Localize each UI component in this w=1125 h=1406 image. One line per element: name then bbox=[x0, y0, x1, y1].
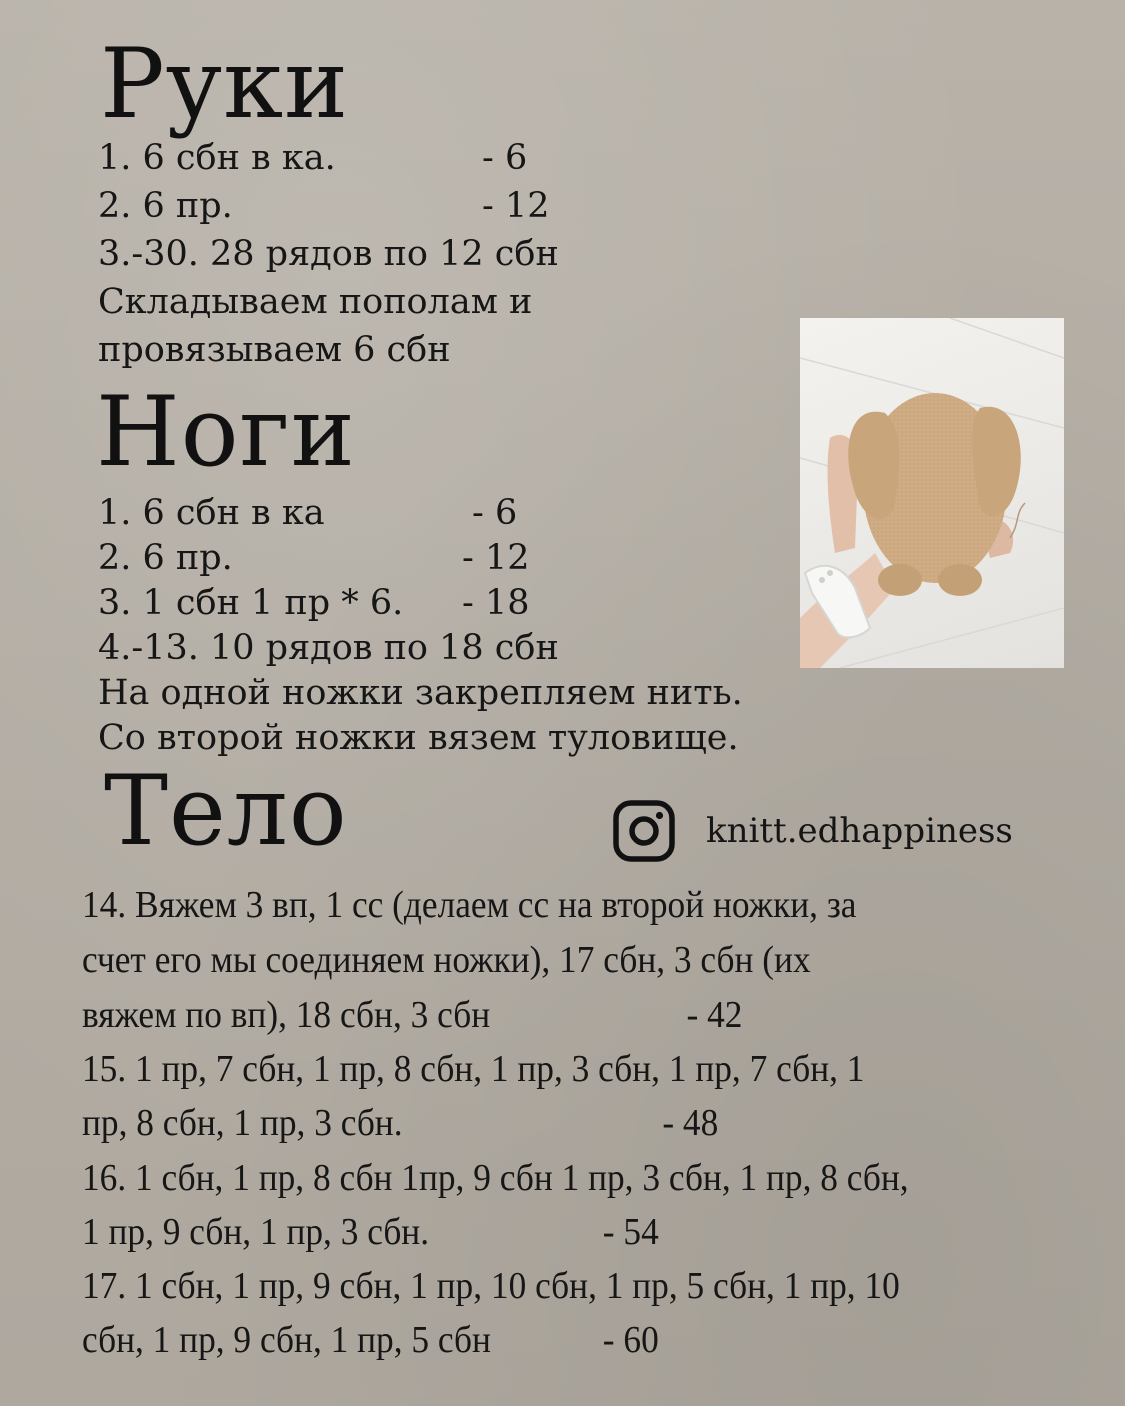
body-line-9-text: сбн, 1 пр, 9 сбн, 1 пр, 5 сбн bbox=[82, 1319, 491, 1361]
arms-row-2-step: 2. 6 пр. bbox=[98, 186, 233, 226]
legs-row-3-count: - 18 bbox=[462, 583, 530, 623]
instagram-icon bbox=[612, 799, 676, 863]
arms-line-5: провязываем 6 сбн bbox=[98, 330, 451, 370]
body-line-3 bbox=[82, 996, 789, 1034]
body-line-6 bbox=[82, 1159, 909, 1197]
arms-line-4: Складываем пополам и bbox=[98, 282, 533, 322]
legs-row-1-count: - 6 bbox=[472, 493, 518, 533]
body-line-5 bbox=[82, 1104, 789, 1142]
body-line-4-text: 15. 1 пр, 7 сбн, 1 пр, 8 сбн, 1 пр, 3 сбн, 1 пр, 7 сбн, 1 bbox=[82, 1048, 865, 1090]
body-line-7-text: 1 пр, 9 сбн, 1 пр, 3 сбн. bbox=[82, 1211, 430, 1253]
body-line-9 bbox=[82, 1321, 789, 1359]
body-line-2-text: счет его мы соединяем ножки), 17 сбн, 3 сбн (их bbox=[82, 939, 811, 981]
body-line-9-count: - 60 bbox=[602, 1319, 659, 1361]
body-heading: Тело bbox=[104, 755, 348, 867]
body-line-3-text: вяжем по вп), 18 сбн, 3 сбн bbox=[82, 994, 491, 1036]
legs-row-2-count: - 12 bbox=[462, 538, 530, 578]
legs-row-2-step: 2. 6 пр. bbox=[98, 538, 233, 578]
legs-row-1-step: 1. 6 сбн в ка bbox=[98, 493, 325, 533]
legs-line-6: Со второй ножки вязем туловище. bbox=[98, 718, 739, 758]
instagram-handle-block[interactable] bbox=[612, 799, 1013, 863]
legs-line-5: На одной ножки закрепляем нить. bbox=[98, 673, 743, 713]
legs-line-4: 4.-13. 10 рядов по 18 сбн bbox=[98, 628, 559, 668]
body-line-7-count: - 54 bbox=[602, 1211, 659, 1253]
arms-line-3: 3.-30. 28 рядов по 12 сбн bbox=[98, 234, 559, 274]
arms-heading: Руки bbox=[100, 28, 350, 140]
instagram-handle: knitt.edhappiness bbox=[706, 811, 1013, 851]
body-line-6-text: 16. 1 сбн, 1 пр, 8 сбн 1пр, 9 сбн 1 пр, 3 сбн, 1 пр, 8 сбн, bbox=[82, 1157, 909, 1199]
legs-row-3-step: 3. 1 сбн 1 пр * 6. bbox=[98, 583, 404, 623]
body-line-7 bbox=[82, 1213, 789, 1251]
body-line-1-text: 14. Вяжем 3 вп, 1 сс (делаем сс на второй ножки, за bbox=[82, 884, 857, 926]
arms-row-2-count: - 12 bbox=[482, 186, 550, 226]
body-line-2 bbox=[82, 941, 811, 979]
body-line-5-count: - 48 bbox=[662, 1102, 719, 1144]
toy-illustration bbox=[800, 318, 1064, 668]
arms-row-1-step: 1. 6 сбн в ка. bbox=[98, 138, 336, 178]
crocheted-toy-photo bbox=[800, 318, 1064, 668]
body-line-5-text: пр, 8 сбн, 1 пр, 3 сбн. bbox=[82, 1102, 403, 1144]
body-line-8-text: 17. 1 сбн, 1 пр, 9 сбн, 1 пр, 10 сбн, 1 пр, 5 сбн, 1 пр, 10 bbox=[82, 1265, 900, 1307]
body-line-8 bbox=[82, 1267, 900, 1305]
arms-row-1-count: - 6 bbox=[482, 138, 528, 178]
body-line-1 bbox=[82, 886, 857, 924]
body-line-4 bbox=[82, 1050, 864, 1088]
legs-heading: Ноги bbox=[96, 376, 356, 488]
body-line-3-count: - 42 bbox=[686, 994, 743, 1036]
